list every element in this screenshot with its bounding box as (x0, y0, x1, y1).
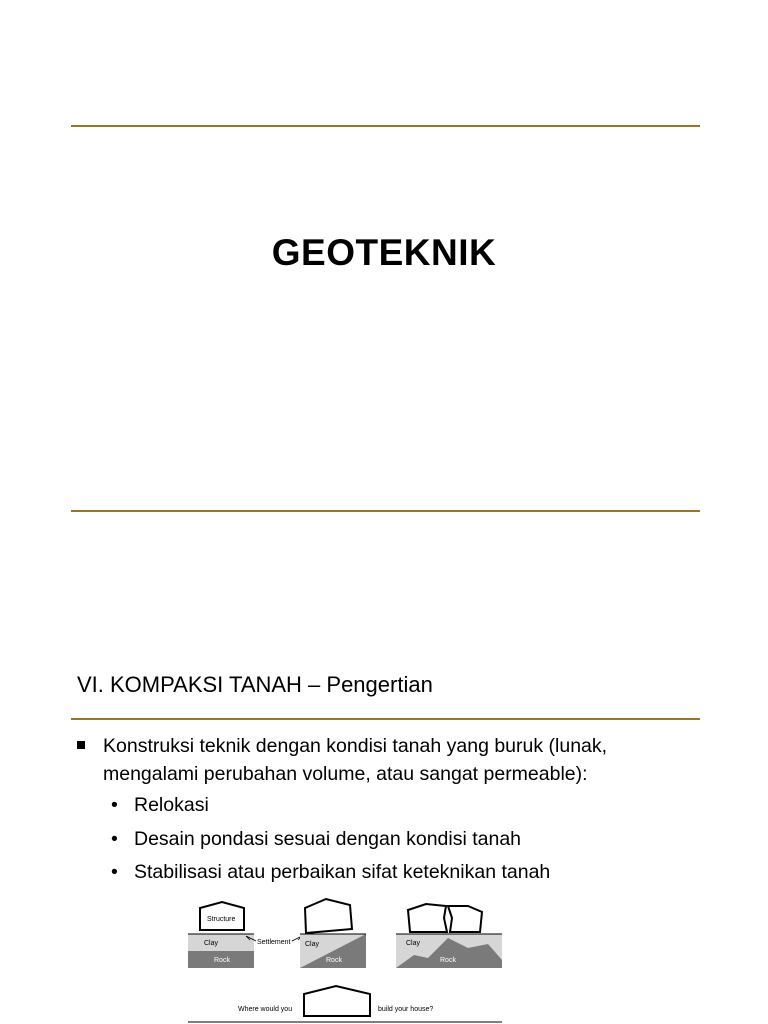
cracked-house-left-icon (408, 904, 447, 932)
settlement-annotation (246, 936, 302, 946)
clay-label: Clay (204, 940, 219, 947)
sub-bullet-text: Stabilisasi atau perbaikan sifat keteknikan tanah (134, 861, 551, 883)
sub-bullet-text: Relokasi (134, 794, 209, 816)
cracked-house-right-icon (448, 906, 482, 932)
clay-layer (188, 934, 254, 951)
tilted-house-icon (305, 899, 352, 933)
rock-label: Rock (214, 957, 230, 964)
question-left-text: Where would you (238, 1006, 293, 1013)
panel-uniform-clay (188, 902, 254, 968)
question-right-text: build your house? (378, 1006, 434, 1013)
question-house-icon (304, 986, 370, 1016)
panel-irregular-rock (396, 904, 502, 968)
clay-label: Clay (406, 940, 421, 947)
structure-label: Structure (207, 916, 236, 923)
main-bullet-text: Konstruksi teknik dengan kondisi tanah yang buruk (lunak, mengalami perubahan volume, atau sangat permeable): (103, 735, 608, 785)
dot-bullet-icon: • (111, 828, 118, 850)
dot-bullet-icon: • (111, 861, 118, 883)
slide-title: GEOTEKNIK (271, 232, 497, 273)
panel-sloping-rock (300, 899, 366, 968)
sub-bullet-text: Desain pondasi sesuai dengan kondisi tanah (134, 828, 522, 850)
dot-bullet-icon: • (111, 794, 118, 816)
question-row (188, 986, 502, 1022)
rock-label: Rock (326, 957, 342, 964)
clay-label: Clay (305, 941, 320, 948)
rock-label: Rock (440, 957, 456, 964)
settlement-label: Settlement (257, 939, 291, 946)
section-heading: VI. KOMPAKSI TANAH – Pengertian (77, 672, 433, 697)
